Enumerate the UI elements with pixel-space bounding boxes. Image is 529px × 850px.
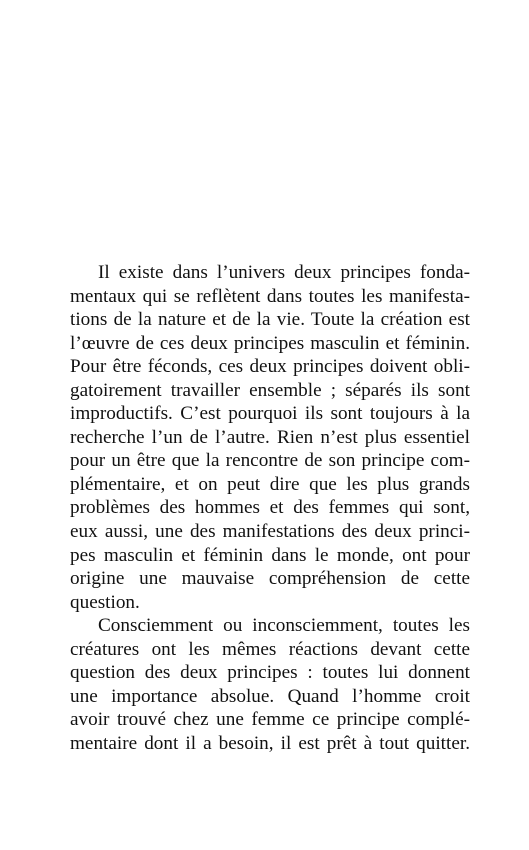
text-line: mentaux qui se reflètent dans toutes les manifesta- xyxy=(70,285,470,307)
body-text xyxy=(70,261,470,755)
text-line: créatures ont les mêmes réactions devant cette xyxy=(70,638,470,660)
text-line: plémentaire, et on peut dire que les plus grands xyxy=(70,473,470,495)
text-line: Consciemment ou inconsciemment, toutes les xyxy=(98,615,470,637)
text-line: improductifs. C’est pourquoi ils sont toujours à la xyxy=(70,403,470,425)
text-line: mentaire dont il a besoin, il est prêt à tout quitter. xyxy=(70,732,470,754)
text-line: avoir trouvé chez une femme ce principe complé- xyxy=(70,709,470,731)
text-line: recherche l’un de l’autre. Rien n’est plus essentiel xyxy=(70,426,470,448)
text-line: origine une mauvaise compréhension de cette xyxy=(70,568,470,590)
text-line: gatoirement travailler ensemble ; séparés ils sont xyxy=(70,379,470,401)
paragraph-2 xyxy=(70,614,470,755)
text-line: pes masculin et féminin dans le monde, ont pour xyxy=(70,544,470,566)
text-line: une importance absolue. Quand l’homme croit xyxy=(70,685,470,707)
text-line: l’œuvre de ces deux principes masculin et féminin. xyxy=(70,332,470,354)
text-line: problèmes des hommes et des femmes qui sont, xyxy=(70,497,470,519)
text-line: tions de la nature et de la vie. Toute la création est xyxy=(70,309,470,331)
text-line: question des deux principes : toutes lui donnent xyxy=(70,662,470,684)
text-line: Il existe dans l’univers deux principes fonda- xyxy=(98,262,470,283)
text-line: Pour être féconds, ces deux principes doivent obli- xyxy=(70,356,470,378)
text-line: pour un être que la rencontre de son principe com- xyxy=(70,450,470,472)
text-line: question. xyxy=(70,591,140,613)
text-line: eux aussi, une des manifestations des deux princi- xyxy=(70,521,470,543)
paragraph-1 xyxy=(70,261,470,614)
